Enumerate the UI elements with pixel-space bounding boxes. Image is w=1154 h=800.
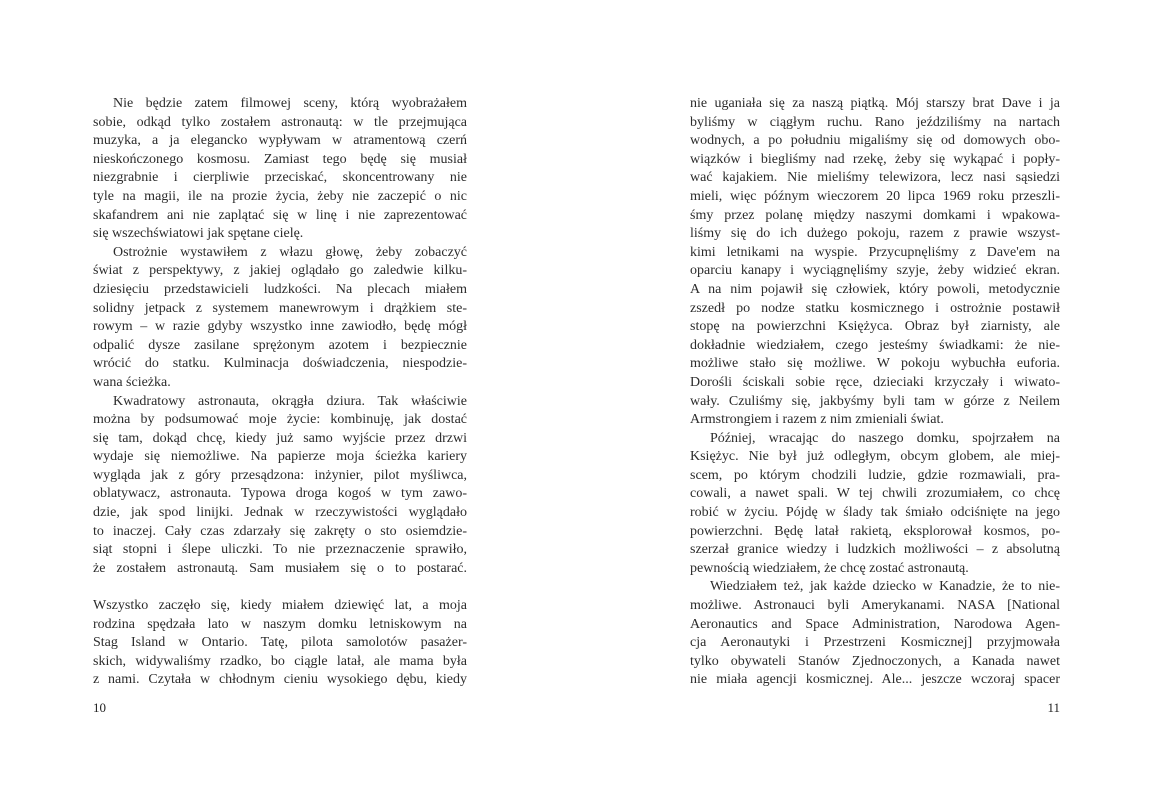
- paragraph: [93, 244, 467, 393]
- paragraph: [690, 578, 1060, 690]
- text-line: Kwadratowy astronauta, okrągła dziura. Tak właściwie: [113, 393, 467, 409]
- text-line: muzyka, a ja elegancko wypływam w atramentową czerń: [93, 133, 467, 149]
- text-line: wrócić do statku. Kulminacja doświadczenia, niespodzie-: [93, 356, 467, 372]
- text-line: Wiedziałem też, jak każde dziecko w Kanadzie, że to nie-: [710, 579, 1060, 595]
- text-line: siąt stopni i ślepe uliczki. To nie przeznaczenie sprawiło,: [93, 542, 467, 558]
- text-line: rowym – w razie gdyby wszystko inne zawiodło, będę mógł: [93, 319, 467, 335]
- page-number-right: 11: [1047, 700, 1060, 715]
- text-line: nie uganiała się za naszą piątką. Mój starszy brat Dave i ja: [690, 96, 1060, 111]
- text-line: wały. Czuliśmy się, jakbyśmy byli tam w górze z Neilem: [690, 393, 1060, 409]
- page-left-text: [93, 95, 467, 690]
- text-line: solidny jetpack z systemem manewrowym i drążkiem ste-: [93, 300, 467, 316]
- text-line: Dorośli ściskali sobie ręce, dzieciaki krzyczały i wiwato-: [690, 374, 1060, 390]
- text-line: wana ścieżka.: [93, 374, 171, 390]
- text-line: sobie, odkąd tylko zostałem astronautą: w tle przejmująca: [93, 114, 467, 130]
- text-line: oblatywacz, astronauta. Typowa droga kogoś w tym zawo-: [93, 486, 467, 502]
- text-line: Później, wracając do naszego domku, spojrzałem na: [710, 430, 1060, 446]
- text-line: rodzina spędzała lato w naszym domku letniskowym na: [93, 616, 467, 632]
- text-line: mieli, więc późnym wieczorem 20 lipca 1969 roku przeszli-: [690, 188, 1060, 204]
- text-line: tylko obywateli Stanów Zjednoczonych, a Kanada nawet: [690, 653, 1060, 669]
- text-line: wygląda jak z góry przesądzona: inżynier, pilot myśliwca,: [93, 467, 467, 483]
- text-line: scem, po którym chodzili ludzie, gdzie rozmawiali, pra-: [690, 467, 1060, 483]
- text-line: oparciu kanapy i wyciągnęliśmy szyje, żeby widzieć ekran.: [690, 263, 1060, 279]
- page-right-text: [690, 95, 1060, 690]
- text-line: Armstrongiem i razem z nim zmieniali świat.: [690, 412, 944, 428]
- text-line: Stag Island w Ontario. Tatę, pilota samolotów pasażer-: [93, 635, 467, 651]
- page-left: [93, 95, 467, 755]
- paragraph: [93, 597, 467, 690]
- page-right: [690, 95, 1060, 755]
- text-line: Nie będzie zatem filmowej sceny, którą wyobrażałem: [113, 96, 467, 111]
- text-line: świat z perspektywy, z jakiej oglądało go zaledwie kilku-: [93, 263, 467, 279]
- text-line: się tam, dokąd chcę, kiedy już samo wyjście przez drzwi: [93, 430, 467, 446]
- text-line: możliwe. Astronauci byli Amerykanami. NASA [National: [690, 598, 1060, 614]
- text-line: stopę na powierzchni Księżyca. Obraz był ziarnisty, ale: [690, 319, 1060, 335]
- text-line: skich, widywaliśmy rzadko, bo ciągle latał, ale mama była: [93, 653, 467, 669]
- text-line: wać kajakiem. Nie mieliśmy telewizora, lecz nasi sąsiedzi: [690, 170, 1060, 186]
- text-line: wiązków i biegliśmy nad rzekę, żeby się wykąpać i popły-: [690, 151, 1060, 167]
- paragraph: [690, 430, 1060, 579]
- text-line: robić w życiu. Pójdę w ślady tak śmiało odciśnięte na jego: [690, 505, 1060, 521]
- text-line: Wszystko zaczęło się, kiedy miałem dziewięć lat, a moja: [93, 598, 467, 614]
- text-line: cja Aeronautyki i Przestrzeni Kosmicznej] przyjmowała: [690, 635, 1060, 651]
- paragraph: [93, 393, 467, 579]
- paragraph: [93, 95, 467, 244]
- text-line: wydaje się niemożliwe. Na papierze moja ścieżka kariery: [93, 449, 467, 465]
- text-line: Aeronautics and Space Administration, Narodowa Agen-: [690, 616, 1060, 632]
- text-line: liśmy się do ich dużego pokoju, razem z prawie wszyst-: [690, 226, 1060, 242]
- text-line: że zostałem astronautą. Sam musiałem się o to postarać.: [93, 560, 467, 576]
- text-line: tyle na magii, ile na prozie życia, żeby nie zaczepić o nic: [93, 188, 467, 204]
- text-line: niezgrabnie i cierpliwie przeciskać, skoncentrowany nie: [93, 170, 467, 186]
- text-line: dzie, jak spod linijki. Jednak w rzeczywistości wyglądało: [93, 505, 467, 521]
- text-line: odpalić dysze zasilane sprężonym azotem i bezpiecznie: [93, 337, 467, 353]
- text-line: Ostrożnie wystawiłem z włazu głowę, żeby zobaczyć: [113, 244, 467, 260]
- text-line: pewnością wiedziałem, że chcę zostać astronautą.: [690, 560, 969, 576]
- text-line: skafandrem ani nie zaplątać się w linę i nie zaprezentować: [93, 207, 467, 223]
- text-line: nieskończonego kosmosu. Zamiast tego będę się musiał: [93, 151, 467, 167]
- text-line: kimi letnikami na wyspie. Przycupnęliśmy z Dave'em na: [690, 244, 1060, 260]
- page-number-left: 10: [93, 700, 106, 715]
- text-line: wodnych, a po południu migaliśmy się od domowych obo-: [690, 133, 1060, 149]
- text-line: można by podsumować moje życie: kombinuję, jak dostać: [93, 412, 467, 428]
- text-line: cowali, a nawet spali. W tej chwili zrozumiałem, co chcę: [690, 486, 1060, 502]
- text-line: powierzchni. Będę latał rakietą, eksplorował kosmos, po-: [690, 523, 1060, 539]
- text-line: nie miała agencji kosmicznej. Ale... jeszcze wczoraj spacer: [690, 672, 1060, 688]
- text-line: Księżyc. Nie był już odległym, obcym globem, ale miej-: [690, 449, 1060, 465]
- text-line: dokładnie wiedziałem, czego jesteśmy świadkami: że nie-: [690, 337, 1060, 353]
- text-line: byliśmy w ciągłym ruchu. Rano jeździliśmy na nartach: [690, 114, 1060, 130]
- text-line: A na nim pojawił się człowiek, który powoli, metodycznie: [690, 281, 1060, 297]
- text-line: się wszechświatowi jak spętane cielę.: [93, 226, 304, 242]
- text-line: dziesięciu przedstawicieli ludzkości. Na plecach miałem: [93, 281, 467, 297]
- text-line: szerzał granice wiedzy i ludzkich możliwości – z absolutną: [690, 542, 1060, 558]
- text-line: śmy przez polanę między naszymi domkami i wpakowa-: [690, 207, 1060, 223]
- paragraph: [690, 95, 1060, 430]
- text-line: z nami. Czytała w chłodnym cieniu wysokiego dębu, kiedy: [93, 672, 467, 688]
- text-line: możliwe stało się możliwe. W pokoju wybuchła euforia.: [690, 356, 1060, 372]
- text-line: zszedł po nodze statku kosmicznego i ostrożnie postawił: [690, 300, 1060, 316]
- text-line: to inaczej. Cały czas zdarzały się zakręty o sto osiemdzie-: [93, 523, 467, 539]
